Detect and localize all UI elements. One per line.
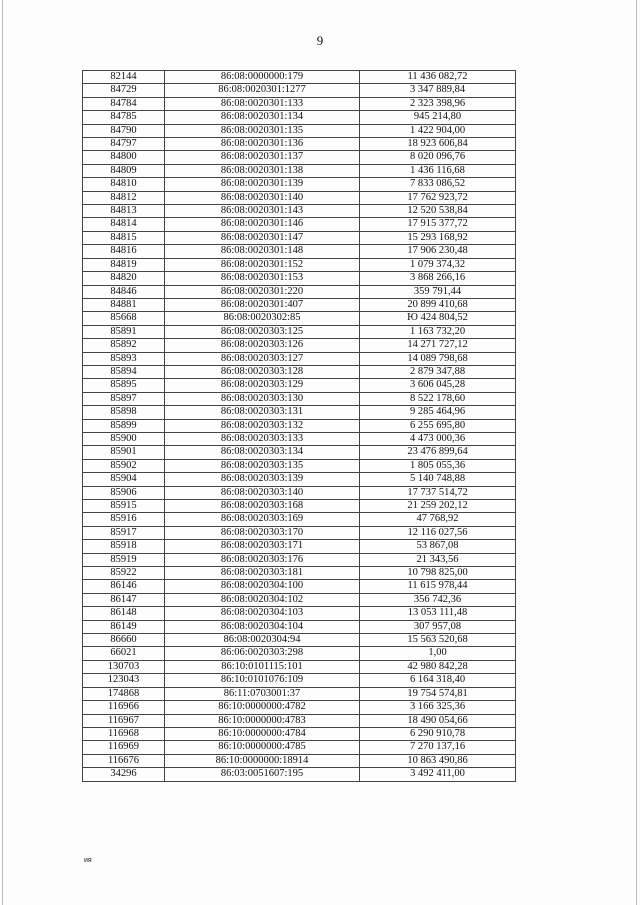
row-id-cell: 84809: [83, 164, 165, 177]
table-row: [83, 607, 516, 620]
cadastral-number-cell: 86:10:0101076:109: [165, 674, 360, 687]
value-cell: 11 436 082,72: [360, 71, 516, 84]
value-cell: 47 768,92: [360, 513, 516, 526]
table-row: [83, 71, 516, 84]
table-row: [83, 473, 516, 486]
cadastral-table-container: [82, 70, 516, 782]
row-id-cell: 85891: [83, 325, 165, 338]
table-row: [83, 526, 516, 539]
value-cell: 17 906 230,48: [360, 245, 516, 258]
value-cell: 6 290 910,78: [360, 727, 516, 740]
cadastral-number-cell: 86:08:0020301:220: [165, 285, 360, 298]
table-row: [83, 245, 516, 258]
value-cell: 3 606 045,28: [360, 379, 516, 392]
value-cell: 53 867,08: [360, 540, 516, 553]
cadastral-number-cell: 86:08:0020303:127: [165, 352, 360, 365]
value-cell: 5 140 748,88: [360, 473, 516, 486]
table-row: [83, 352, 516, 365]
value-cell: 10 798 825,00: [360, 567, 516, 580]
row-id-cell: 85922: [83, 567, 165, 580]
cadastral-number-cell: 86:08:0020303:135: [165, 459, 360, 472]
cadastral-number-cell: 86:08:0020301:138: [165, 164, 360, 177]
table-row: [83, 432, 516, 445]
table-row: [83, 647, 516, 660]
row-id-cell: 85904: [83, 473, 165, 486]
row-id-cell: 85895: [83, 379, 165, 392]
row-id-cell: 82144: [83, 71, 165, 84]
table-row: [83, 727, 516, 740]
table-row: [83, 768, 516, 781]
row-id-cell: 85899: [83, 419, 165, 432]
value-cell: 2 323 398,96: [360, 97, 516, 110]
table-row: [83, 138, 516, 151]
page-number: 9: [316, 33, 324, 48]
cadastral-number-cell: 86:08:0020301:136: [165, 138, 360, 151]
table-row: [83, 754, 516, 767]
value-cell: 4 473 000,36: [360, 432, 516, 445]
cadastral-number-cell: 86:03:0051607:195: [165, 768, 360, 781]
value-cell: 8 522 178,60: [360, 392, 516, 405]
row-id-cell: 86660: [83, 634, 165, 647]
table-row: [83, 379, 516, 392]
row-id-cell: 116967: [83, 714, 165, 727]
table-row: [83, 258, 516, 271]
cadastral-number-cell: 86:08:0020303:169: [165, 513, 360, 526]
cadastral-number-cell: 86:10:0101115:101: [165, 660, 360, 673]
cadastral-number-cell: 86:08:0020303:168: [165, 500, 360, 513]
table-row: [83, 741, 516, 754]
cadastral-number-cell: 86:08:0020301:134: [165, 111, 360, 124]
scan-edge-right: [636, 0, 637, 905]
row-id-cell: 116676: [83, 754, 165, 767]
cadastral-number-cell: 86:08:0020301:137: [165, 151, 360, 164]
value-cell: 19 754 574,81: [360, 687, 516, 700]
value-cell: 7 833 086,52: [360, 178, 516, 191]
table-row: [83, 392, 516, 405]
value-cell: 1 163 732,20: [360, 325, 516, 338]
cadastral-number-cell: 86:10:0000000:4785: [165, 741, 360, 754]
row-id-cell: 85892: [83, 339, 165, 352]
cadastral-number-cell: 86:10:0000000:4784: [165, 727, 360, 740]
cadastral-number-cell: 86:08:0020304:102: [165, 593, 360, 606]
table-row: [83, 231, 516, 244]
row-id-cell: 84729: [83, 84, 165, 97]
value-cell: 18 923 606,84: [360, 138, 516, 151]
row-id-cell: 85906: [83, 486, 165, 499]
value-cell: 14 271 727,12: [360, 339, 516, 352]
value-cell: 8 020 096,76: [360, 151, 516, 164]
value-cell: 13 053 111,48: [360, 607, 516, 620]
table-row: [83, 540, 516, 553]
table-row: [83, 339, 516, 352]
value-cell: 21 259 202,12: [360, 500, 516, 513]
value-cell: 6 164 318,40: [360, 674, 516, 687]
cadastral-number-cell: 86:08:0020303:126: [165, 339, 360, 352]
row-id-cell: 84813: [83, 205, 165, 218]
scan-edge-left: [2, 0, 3, 905]
value-cell: 307 957,08: [360, 620, 516, 633]
value-cell: Ю 424 804,52: [360, 312, 516, 325]
row-id-cell: 84812: [83, 191, 165, 204]
value-cell: 10 863 490,86: [360, 754, 516, 767]
table-row: [83, 486, 516, 499]
value-cell: 20 899 410,68: [360, 298, 516, 311]
value-cell: 12 520 538,84: [360, 205, 516, 218]
row-id-cell: 84820: [83, 272, 165, 285]
cadastral-number-cell: 86:08:0020301:147: [165, 231, 360, 244]
row-id-cell: 34296: [83, 768, 165, 781]
cadastral-number-cell: 86:08:0020303:134: [165, 446, 360, 459]
row-id-cell: 85901: [83, 446, 165, 459]
row-id-cell: 116969: [83, 741, 165, 754]
value-cell: 14 089 798,68: [360, 352, 516, 365]
table-row: [83, 513, 516, 526]
cadastral-number-cell: 86:08:0020301:407: [165, 298, 360, 311]
table-row: [83, 164, 516, 177]
value-cell: 17 915 377,72: [360, 218, 516, 231]
cadastral-number-cell: 86:08:0020303:171: [165, 540, 360, 553]
cadastral-number-cell: 86:08:0020301:133: [165, 97, 360, 110]
value-cell: 1 436 116,68: [360, 164, 516, 177]
value-cell: 356 742,36: [360, 593, 516, 606]
value-cell: 9 285 464,96: [360, 406, 516, 419]
table-row: [83, 419, 516, 432]
table-row: [83, 272, 516, 285]
row-id-cell: 85894: [83, 365, 165, 378]
table-row: [83, 553, 516, 566]
table-row: [83, 191, 516, 204]
cadastral-number-cell: 86:08:0020303:181: [165, 567, 360, 580]
cadastral-number-cell: 86:10:0000000:18914: [165, 754, 360, 767]
row-id-cell: 84846: [83, 285, 165, 298]
value-cell: 12 116 027,56: [360, 526, 516, 539]
value-cell: 17 762 923,72: [360, 191, 516, 204]
value-cell: 1 422 904,00: [360, 124, 516, 137]
row-id-cell: 85917: [83, 526, 165, 539]
row-id-cell: 84881: [83, 298, 165, 311]
cadastral-number-cell: 86:10:0000000:4782: [165, 701, 360, 714]
row-id-cell: 84800: [83, 151, 165, 164]
row-id-cell: 85893: [83, 352, 165, 365]
cadastral-number-cell: 86:08:0020301:1277: [165, 84, 360, 97]
table-row: [83, 459, 516, 472]
value-cell: 18 490 054,66: [360, 714, 516, 727]
table-row: [83, 178, 516, 191]
row-id-cell: 84814: [83, 218, 165, 231]
table-row: [83, 714, 516, 727]
row-id-cell: 84810: [83, 178, 165, 191]
cadastral-number-cell: 86:08:0020303:129: [165, 379, 360, 392]
value-cell: 7 270 137,16: [360, 741, 516, 754]
cadastral-number-cell: 86:08:0020303:139: [165, 473, 360, 486]
cadastral-number-cell: 86:08:0020301:153: [165, 272, 360, 285]
row-id-cell: 86149: [83, 620, 165, 633]
row-id-cell: 66021: [83, 647, 165, 660]
row-id-cell: 84785: [83, 111, 165, 124]
cadastral-number-cell: 86:08:0020303:125: [165, 325, 360, 338]
row-id-cell: 84790: [83, 124, 165, 137]
table-row: [83, 84, 516, 97]
cadastral-number-cell: 86:08:0020304:103: [165, 607, 360, 620]
cadastral-number-cell: 86:08:0020301:135: [165, 124, 360, 137]
cadastral-number-cell: 86:08:0020301:148: [165, 245, 360, 258]
cadastral-number-cell: 86:08:0020303:130: [165, 392, 360, 405]
cadastral-number-cell: 86:08:0020304:94: [165, 634, 360, 647]
row-id-cell: 85900: [83, 432, 165, 445]
row-id-cell: 84815: [83, 231, 165, 244]
row-id-cell: 174868: [83, 687, 165, 700]
table-row: [83, 285, 516, 298]
value-cell: 945 214,80: [360, 111, 516, 124]
value-cell: 3 166 325,36: [360, 701, 516, 714]
table-row: [83, 312, 516, 325]
table-row: [83, 406, 516, 419]
table-row: [83, 580, 516, 593]
table-row: [83, 325, 516, 338]
row-id-cell: 85902: [83, 459, 165, 472]
cadastral-number-cell: 86:08:0020303:132: [165, 419, 360, 432]
table-row: [83, 687, 516, 700]
value-cell: 42 980 842,28: [360, 660, 516, 673]
value-cell: 3 347 889,84: [360, 84, 516, 97]
table-body: [83, 71, 516, 782]
value-cell: 3 492 411,00: [360, 768, 516, 781]
value-cell: 11 615 978,44: [360, 580, 516, 593]
cadastral-number-cell: 86:08:0020301:139: [165, 178, 360, 191]
cadastral-number-cell: 86:08:0020303:133: [165, 432, 360, 445]
cadastral-number-cell: 86:08:0020304:100: [165, 580, 360, 593]
row-id-cell: 84797: [83, 138, 165, 151]
row-id-cell: 85897: [83, 392, 165, 405]
cadastral-number-cell: 86:08:0020303:176: [165, 553, 360, 566]
row-id-cell: 123043: [83, 674, 165, 687]
value-cell: 15 293 168,92: [360, 231, 516, 244]
table-row: [83, 634, 516, 647]
footer-mark: ия: [84, 857, 92, 864]
table-row: [83, 365, 516, 378]
cadastral-number-cell: 86:08:0020304:104: [165, 620, 360, 633]
row-id-cell: 86146: [83, 580, 165, 593]
table-row: [83, 620, 516, 633]
cadastral-number-cell: 86:08:0020303:128: [165, 365, 360, 378]
table-row: [83, 97, 516, 110]
row-id-cell: 86148: [83, 607, 165, 620]
value-cell: 1 079 374,32: [360, 258, 516, 271]
value-cell: 2 879 347,88: [360, 365, 516, 378]
value-cell: 15 563 520,68: [360, 634, 516, 647]
cadastral-number-cell: 86:08:0020303:170: [165, 526, 360, 539]
cadastral-number-cell: 86:08:0020301:140: [165, 191, 360, 204]
cadastral-number-cell: 86:08:0020302:85: [165, 312, 360, 325]
value-cell: 359 791,44: [360, 285, 516, 298]
table-row: [83, 151, 516, 164]
row-id-cell: 86147: [83, 593, 165, 606]
table-row: [83, 500, 516, 513]
value-cell: 3 868 266,16: [360, 272, 516, 285]
value-cell: 1,00: [360, 647, 516, 660]
cadastral-number-cell: 86:06:0020303:298: [165, 647, 360, 660]
cadastral-number-cell: 86:08:0020301:152: [165, 258, 360, 271]
cadastral-number-cell: 86:08:0020303:131: [165, 406, 360, 419]
cadastral-number-cell: 86:08:0020303:140: [165, 486, 360, 499]
value-cell: 17 737 514,72: [360, 486, 516, 499]
row-id-cell: 85915: [83, 500, 165, 513]
row-id-cell: 85919: [83, 553, 165, 566]
cadastral-number-cell: 86:11:0703001:37: [165, 687, 360, 700]
cadastral-number-cell: 86:08:0020301:146: [165, 218, 360, 231]
table-row: [83, 205, 516, 218]
cadastral-number-cell: 86:10:0000000:4783: [165, 714, 360, 727]
table-row: [83, 218, 516, 231]
cadastral-number-cell: 86:08:0000000:179: [165, 71, 360, 84]
value-cell: 6 255 695,80: [360, 419, 516, 432]
table-row: [83, 567, 516, 580]
cadastral-number-cell: 86:08:0020301:143: [165, 205, 360, 218]
value-cell: 1 805 055,36: [360, 459, 516, 472]
row-id-cell: 85668: [83, 312, 165, 325]
table-row: [83, 674, 516, 687]
row-id-cell: 84816: [83, 245, 165, 258]
value-cell: 21 343,56: [360, 553, 516, 566]
table-row: [83, 111, 516, 124]
row-id-cell: 85916: [83, 513, 165, 526]
row-id-cell: 130703: [83, 660, 165, 673]
table-row: [83, 701, 516, 714]
row-id-cell: 84784: [83, 97, 165, 110]
table-row: [83, 298, 516, 311]
row-id-cell: 116966: [83, 701, 165, 714]
row-id-cell: 84819: [83, 258, 165, 271]
table-row: [83, 124, 516, 137]
table-row: [83, 593, 516, 606]
cadastral-value-table: [82, 70, 516, 782]
row-id-cell: 85918: [83, 540, 165, 553]
row-id-cell: 85898: [83, 406, 165, 419]
value-cell: 23 476 899,64: [360, 446, 516, 459]
row-id-cell: 116968: [83, 727, 165, 740]
table-row: [83, 446, 516, 459]
table-row: [83, 660, 516, 673]
